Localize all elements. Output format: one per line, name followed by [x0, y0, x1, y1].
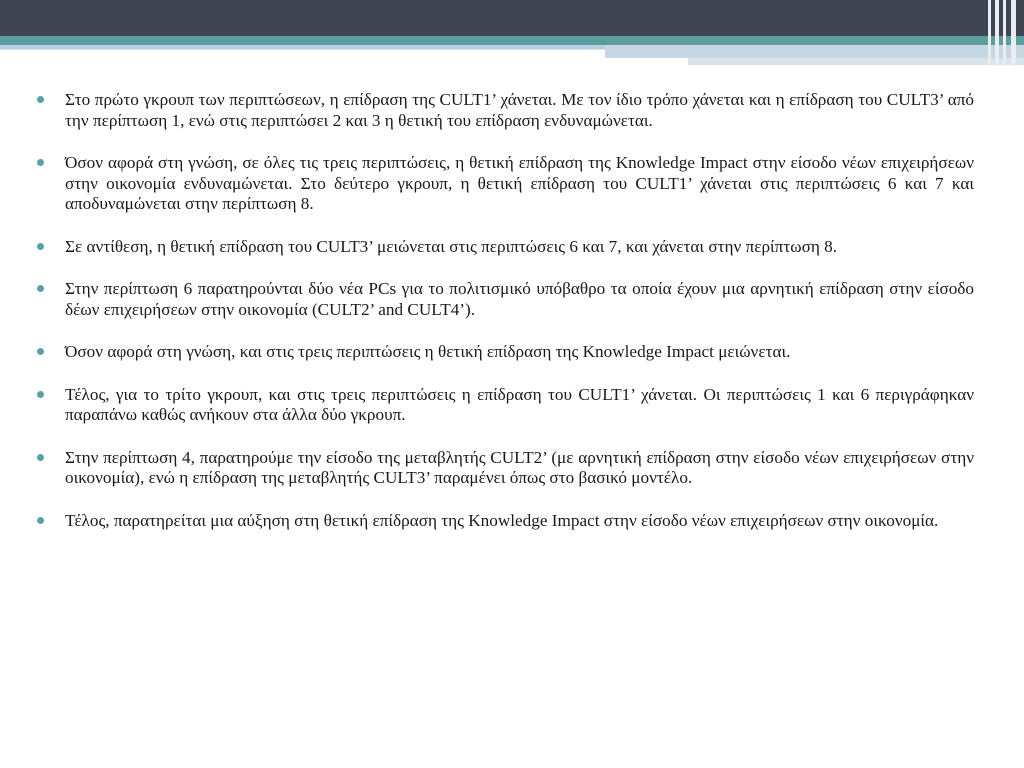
bullet-dot-icon: [37, 243, 44, 250]
bullet-item: [36, 90, 974, 131]
bullet-dot-icon: [37, 348, 44, 355]
bullet-dot-icon: [37, 391, 44, 398]
bullet-item: [36, 279, 974, 320]
bullet-dot-icon: [37, 517, 44, 524]
header-teal-band: [0, 36, 1024, 45]
slide-content: [36, 90, 974, 553]
bullet-text: Στην περίπτωση 6 παρατηρούνται δύο νέα PCs για το πολιτισμικό υπόβαθρο τα οποία έχουν μια αρνητική επίδραση στην είσοδο δέων επιχειρήσεων στην οικονομία (CULT2’ and CULT4’).: [65, 279, 974, 319]
bullet-text: Στο πρώτο γκρουπ των περιπτώσεων, η επίδραση της CULT1’ χάνεται. Με τον ίδιο τρόπο χάνεται και η επίδραση του CULT3’ από την περίπτωση 1, ενώ στις περιπτώσει 2 και 3 η θετική του επίδραση ενδυναμώνεται.: [65, 90, 974, 130]
bullet-item: [36, 511, 974, 532]
bullet-item: [36, 237, 974, 258]
stripe: [1003, 0, 1006, 66]
header-vertical-stripes: [984, 0, 1024, 66]
bullet-text: Σε αντίθεση, η θετική επίδραση του CULT3’ μειώνεται στις περιπτώσεις 6 και 7, και χάνεται στην περίπτωση 8.: [65, 236, 838, 256]
bullet-text: Τέλος, παρατηρείται μια αύξηση στη θετική επίδραση της Knowledge Impact στην είσοδο νέων επιχειρήσεων στην οικονομία.: [65, 510, 939, 530]
header-dark-band: [0, 0, 1024, 36]
bullet-dot-icon: [37, 159, 44, 166]
bullet-text: Στην περίπτωση 4, παρατηρούμε την είσοδο της μεταβλητής CULT2’ (με αρνητική επίδραση στην είσοδο νέων επιχειρήσεων στην οικονομία), ενώ η επίδραση της μεταβλητής CULT3’ παραμένει όπως στο βασικό μοντέλο.: [65, 447, 974, 487]
stripe: [1011, 0, 1016, 66]
stripe: [988, 0, 991, 66]
header-accent-block: [605, 45, 1024, 58]
bullet-list: [36, 90, 974, 531]
bullet-item: [36, 342, 974, 363]
stripe: [995, 0, 999, 66]
bullet-dot-icon: [37, 96, 44, 103]
bullet-text: Τέλος, για το τρίτο γκρουπ, και στις τρεις περιπτώσεις η επίδραση του CULT1’ χάνεται. Οι περιπτώσεις 1 και 6 περιγράφηκαν παραπάνω καθώς ανήκουν στα άλλα δύο γκρουπ.: [65, 384, 974, 424]
bullet-item: [36, 448, 974, 489]
header-accent-block-lower: [688, 58, 1024, 65]
bullet-text: Όσον αφορά στη γνώση, και στις τρεις περιπτώσεις η θετική επίδραση της Knowledge Impact μειώνεται.: [65, 342, 791, 361]
bullet-text: Όσον αφορά στη γνώση, σε όλες τις τρεις περιπτώσεις, η θετική επίδραση της Knowledge Impact στην είσοδο νέων επιχειρήσεων στην οικονομία ενδυναμώνεται. Στο δεύτερο γκρουπ, η θετική επίδραση του CULT1’ χάνεται στις περιπτώσεις 6 και 7 και αποδυναμώνεται στην περίπτωση 8.: [65, 153, 974, 213]
bullet-item: [36, 385, 974, 426]
bullet-dot-icon: [37, 454, 44, 461]
bullet-dot-icon: [37, 285, 44, 292]
bullet-item: [36, 153, 974, 215]
